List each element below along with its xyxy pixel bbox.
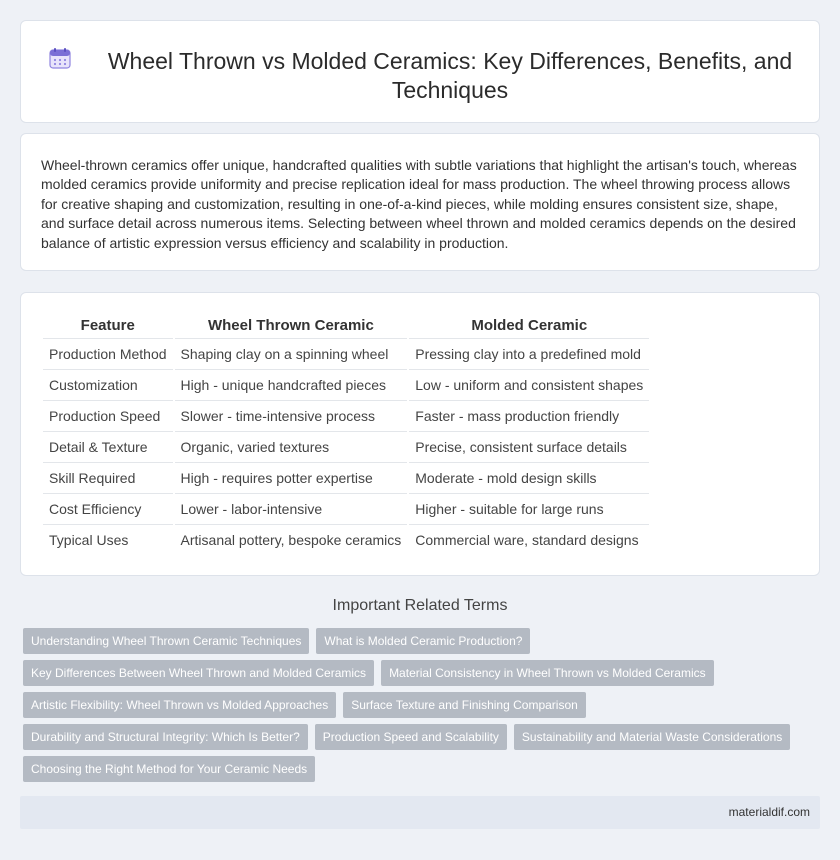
table-row [43,493,650,524]
table-cell: High - unique handcrafted pieces [174,369,409,400]
intro-paragraph: Wheel-thrown ceramics offer unique, handcrafted qualities with subtle variations that highlight the artisan's touch, whereas molded ceramics provide uniformity and precise replication ideal for mass production. The wheel throwing process allows for creative shaping and customization, resulting in one-of-a-kind pieces, while molding ensures consistent size, shape, and surface detail across numerous items. Selecting between wheel thrown and molded ceramics depends on the desired balance of artistic expression versus efficiency and scalability in production. [41,157,797,251]
tag-row [23,660,813,686]
table-cell: Typical Uses [43,524,174,555]
intro-card [20,133,820,271]
related-term-link[interactable]: Surface Texture and Finishing Comparison [343,692,586,718]
table-cell: Precise, consistent surface details [408,431,650,462]
tag-row [23,692,813,718]
related-term-link[interactable]: Sustainability and Material Waste Considerations [514,724,790,750]
table-cell: Organic, varied textures [174,431,409,462]
tag-row [23,628,813,654]
related-term-link[interactable]: Production Speed and Scalability [315,724,507,750]
column-header-feature: Feature [43,313,174,338]
table-row [43,369,650,400]
table-cell: Artisanal pottery, bespoke ceramics [174,524,409,555]
related-term-link[interactable]: Choosing the Right Method for Your Ceramic Needs [23,756,315,782]
table-cell: Cost Efficiency [43,493,174,524]
related-term-link[interactable]: Key Differences Between Wheel Thrown and Molded Ceramics [23,660,374,686]
related-term-link[interactable]: Durability and Structural Integrity: Which Is Better? [23,724,308,750]
table-cell: Production Method [43,338,174,369]
table-row [43,338,650,369]
table-cell: Low - uniform and consistent shapes [408,369,650,400]
table-header-row [43,313,650,338]
column-header-wheel-thrown: Wheel Thrown Ceramic [174,313,409,338]
table-cell: Faster - mass production friendly [408,400,650,431]
table-cell: Commercial ware, standard designs [408,524,650,555]
table-row [43,524,650,555]
related-term-link[interactable]: Material Consistency in Wheel Thrown vs Molded Ceramics [381,660,714,686]
table-cell: Skill Required [43,462,174,493]
related-term-link[interactable]: Understanding Wheel Thrown Ceramic Techniques [23,628,309,654]
table-cell: Detail & Texture [43,431,174,462]
footer [20,796,820,829]
page-title: Wheel Thrown vs Molded Ceramics: Key Differences, Benefits, and Techniques [107,48,793,103]
related-terms-heading: Important Related Terms [332,597,508,614]
header-card [20,20,820,123]
related-term-link[interactable]: Artistic Flexibility: Wheel Thrown vs Molded Approaches [23,692,336,718]
table-row [43,462,650,493]
table-cell: Production Speed [43,400,174,431]
table-row [43,431,650,462]
calendar-icon [48,46,72,70]
column-header-molded: Molded Ceramic [408,313,650,338]
tag-row [23,756,813,782]
table-cell: Moderate - mold design skills [408,462,650,493]
table-cell: Slower - time-intensive process [174,400,409,431]
comparison-table [43,313,651,555]
table-cell: High - requires potter expertise [174,462,409,493]
table-cell: Higher - suitable for large runs [408,493,650,524]
site-name[interactable]: materialdif.com [728,805,810,819]
table-cell: Customization [43,369,174,400]
table-row [43,400,650,431]
tag-row [23,724,813,750]
table-cell: Lower - labor-intensive [174,493,409,524]
related-terms-list [23,628,813,788]
related-term-link[interactable]: What is Molded Ceramic Production? [316,628,530,654]
comparison-card [20,292,820,576]
table-cell: Pressing clay into a predefined mold [408,338,650,369]
table-cell: Shaping clay on a spinning wheel [174,338,409,369]
